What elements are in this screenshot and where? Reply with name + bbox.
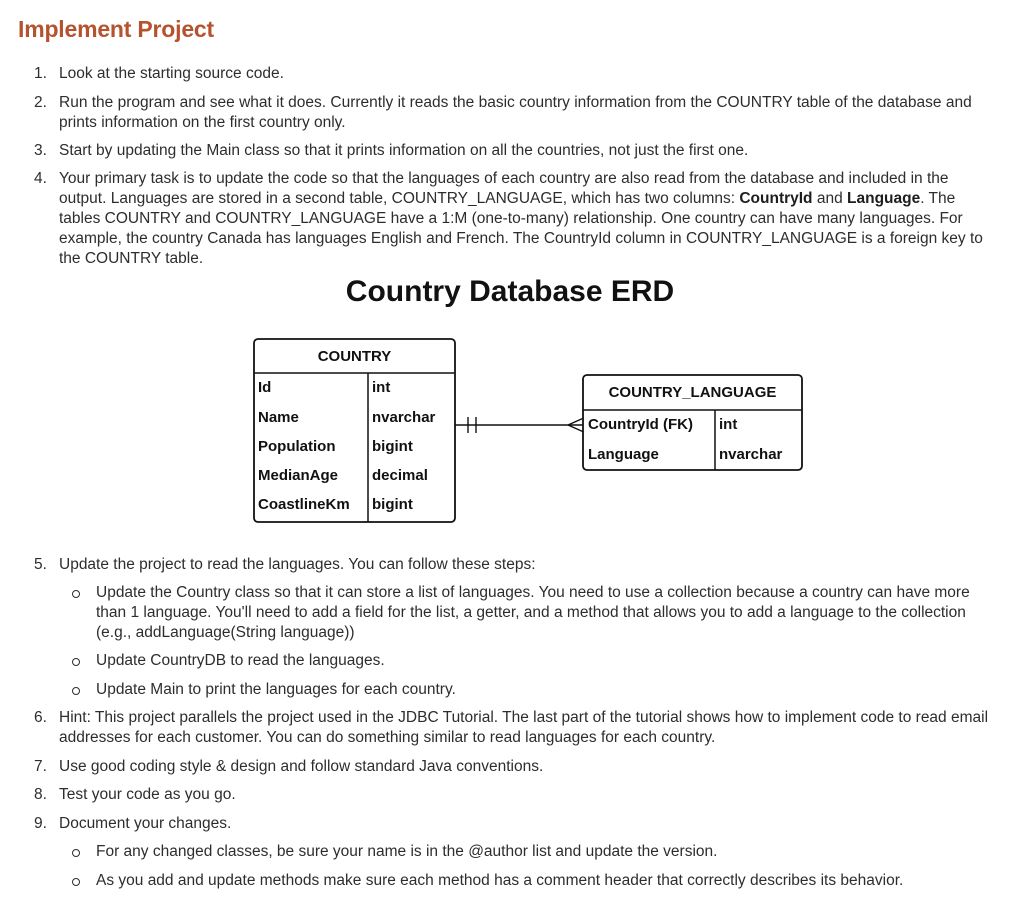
step-number: 6. (34, 709, 47, 726)
step-7 (34, 757, 999, 777)
step-text-part: and (812, 190, 848, 207)
step-number: 5. (34, 556, 47, 573)
step-text: Start by updating the Main class so that it prints information on all the countries, not just the first one. (59, 142, 749, 159)
step-text: Update the project to read the languages. You can follow these steps: (59, 556, 536, 573)
step-text: Run the program and see what it does. Currently it reads the basic country information from the COUNTRY table of the database and prints information on the first country only. (59, 94, 972, 131)
step-6 (34, 708, 999, 748)
sub-step (72, 651, 1002, 671)
field-type: bigint (372, 438, 413, 455)
step-1 (34, 64, 999, 84)
step-number: 9. (34, 815, 47, 832)
field-name: CoastlineKm (258, 496, 350, 513)
sub-step (72, 680, 1002, 700)
sub-step-text: As you add and update methods make sure each method has a comment header that correctly describes its behavior. (96, 872, 904, 889)
sub-step (72, 842, 1002, 862)
step-text (59, 169, 999, 269)
step-number: 1. (34, 65, 47, 82)
bullet-icon (72, 658, 80, 666)
erd-title: Country Database ERD (345, 275, 675, 308)
field-type: bigint (372, 496, 413, 513)
sub-step (72, 871, 1002, 891)
step-number: 7. (34, 758, 47, 775)
step-9 (34, 814, 999, 834)
step-3 (34, 141, 999, 161)
country-language-table-name: COUNTRY_LANGUAGE (608, 384, 777, 401)
field-name: Population (258, 438, 336, 455)
field-type: nvarchar (719, 446, 783, 463)
step-5 (34, 555, 999, 575)
page-title: Implement Project (18, 16, 214, 42)
step-text: Look at the starting source code. (59, 65, 284, 82)
sub-step-text: For any changed classes, be sure your name is in the @author list and update the version. (96, 843, 718, 860)
field-name: Name (258, 409, 299, 426)
bullet-icon (72, 878, 80, 886)
step-text: Test your code as you go. (59, 786, 236, 803)
field-name: Language (588, 446, 659, 463)
step-number: 4. (34, 170, 47, 187)
sub-step-text: Update the Country class so that it can store a list of languages. You need to use a collection because a country can have more than 1 language. You'll need to add a field for the list, a getter, and a method that allows you to add a language to the collection (e.g., addLanguage(String language)) (96, 584, 970, 641)
step-8 (34, 785, 999, 805)
step-2 (34, 93, 999, 133)
step-text: Use good coding style & design and follow standard Java conventions. (59, 758, 544, 775)
sub-step-text: Update CountryDB to read the languages. (96, 652, 385, 669)
step-text: Hint: This project parallels the project used in the JDBC Tutorial. The last part of the tutorial shows how to implement code to read email addresses for each customer. You can do something similar to read languages for each country. (59, 709, 989, 746)
bullet-icon (72, 849, 80, 857)
step-text-part: . The tables COUNTRY and COUNTRY_LANGUAGE have a 1:M (one-to-many) relationship. One country can have many languages. For example, the country Canada has languages English and French. The CountryId column in COUNTRY_LANGUAGE is a foreign key to the COUNTRY table. (59, 190, 983, 267)
field-name: MedianAge (258, 467, 339, 484)
column-name-countryid: CountryId (739, 190, 813, 207)
sub-step (72, 583, 1002, 643)
sub-step-text: Update Main to print the languages for each country. (96, 681, 456, 698)
step-number: 8. (34, 786, 47, 803)
country-table-name: COUNTRY (317, 348, 392, 365)
step-text: Document your changes. (59, 815, 232, 832)
bullet-icon (72, 687, 80, 695)
step-number: 3. (34, 142, 47, 159)
field-type: int (719, 416, 738, 433)
field-name: CountryId (FK) (588, 416, 693, 433)
field-type: int (372, 379, 391, 396)
field-type: nvarchar (372, 409, 436, 426)
bullet-icon (72, 590, 80, 598)
field-name: Id (258, 379, 272, 396)
country-table (254, 339, 455, 522)
step-text-part: Your primary task is to update the code so that the languages of each country are also read from the database and included in the output. Languages are stored in a second table, COUNTRY_LANGUAGE, which has two columns: (59, 170, 949, 207)
field-type: decimal (372, 467, 428, 484)
step-number: 2. (34, 94, 47, 111)
column-name-language: Language (847, 190, 921, 207)
step-4 (34, 169, 999, 269)
erd-diagram (240, 330, 820, 530)
